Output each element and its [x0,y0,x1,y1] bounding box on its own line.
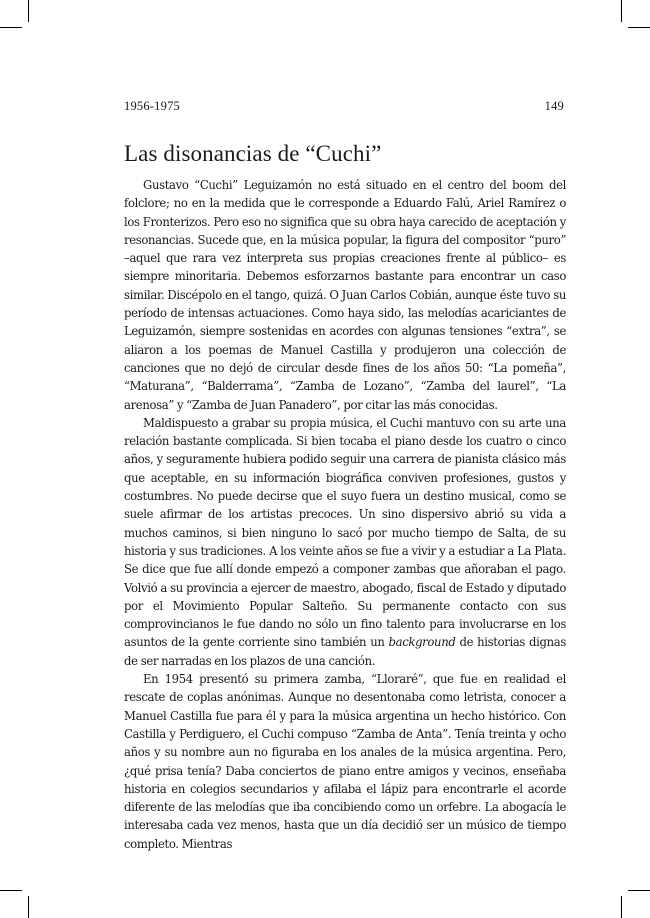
crop-mark-top-left-horizontal [0,27,22,28]
paragraph-2-text-start: Maldispuesto a grabar su propia música, el Cuchi mantuvo con su arte una relación bastante complicada. Si bien tocaba el piano desde los cuatro o cinco años, y seguramente hubiera podido seguir una carrera de pianista clásico más que aceptable, en su información biográfica conviven profesiones, gustos y costumbres. No puede decirse que el suyo fuera un destino musical, como se suele afirmar de los artistas precoces. Un sino dispersivo abrió su vida a muchos caminos, si bien ninguno lo sacó por mucho tiempo de Salta, de su historia y sus tradiciones. A los veinte años se fue a vivir y a estudiar a La Plata. Se dice que fue allí donde empezó a componer zambas que añoraban el pago. Volvió a su provincia a ejercer de maestro, abogado, fiscal de Estado y diputado por el Movimiento Popular Salteño. Su permanente contacto con sus comprovincianos le fue dando no sólo un fino talento para involucrarse en los asuntos de la gente corriente sino también un [124,415,566,650]
running-head [124,99,564,114]
crop-mark-bottom-right-horizontal [628,890,650,891]
crop-mark-bottom-left-vertical [28,896,29,918]
crop-mark-top-right-vertical [621,0,622,22]
paragraph-1 [124,176,566,414]
crop-mark-bottom-right-vertical [621,896,622,918]
page-number: 149 [544,99,564,113]
crop-mark-top-right-horizontal [628,27,650,28]
section-title: Las disonancias de “Cuchi” [124,141,382,166]
paragraph-2 [124,414,566,670]
crop-mark-top-left-vertical [28,0,29,22]
paragraph-1-text: Gustavo “Cuchi” Leguizamón no está situado en el centro del boom del folclore; no en la medida que le corresponde a Eduardo Falú, Ariel Ramírez o los Fronterizos. Pero eso no significa que su obra haya carecido de aceptación y resonancias. Sucede que, en la música popular, la figura del compositor “puro” –aquel que rara vez interpreta sus propias creaciones frente al público– es siempre minoritaria. Debemos esforzarnos bastante para encontrar un caso similar. Discépolo en el tango, quizá. O Juan Carlos Cobián, aunque éste tuvo su período de intensas actuaciones. Como haya sido, las melodías acariciantes de Leguizamón, siempre sostenidas en acordes con algunas tensiones “extra”, se aliaron a los poemas de Manuel Castilla y produjeron una colección de canciones que no dejó de circular desde fines de los años 50: “La pomeña”, “Maturana”, “Balderrama”, “Zamba de Lozano”, “Zamba del laurel”, “La arenosa” y “Zamba de Juan Panadero”, por citar las más conocidas. [124,178,566,412]
running-head-years: 1956-1975 [124,99,180,113]
paragraph-2-italic-term: background [388,635,456,650]
paragraph-3 [124,670,566,853]
paragraph-2-text-end: de historias dignas de ser narradas en los plazos de una canción. [124,635,566,668]
paragraph-3-text: En 1954 presentó su primera zamba, “Lloraré”, que fue en realidad el rescate de coplas anónimas. Aunque no desentonaba como letrista, conocer a Manuel Castilla fue para él y para la música argentina un hecho histórico. Con Castilla y Perdiguero, el Cuchi compuso “Zamba de Anta”. Tenía treinta y ocho años y su nombre aun no figuraba en los anales de la música argentina. Pero, ¿qué prisa tenía? Daba conciertos de piano entre amigos y vecinos, enseñaba historia en colegios secundarios y afilaba el lápiz para encontrarle el acorde diferente de las melodías que iba concibiendo como un orfebre. La abogacía le interesaba cada vez menos, hasta que un día decidió ser un músico de tiempo completo. Mientras [124,672,566,851]
body-text [124,176,566,853]
crop-mark-bottom-left-horizontal [0,890,22,891]
